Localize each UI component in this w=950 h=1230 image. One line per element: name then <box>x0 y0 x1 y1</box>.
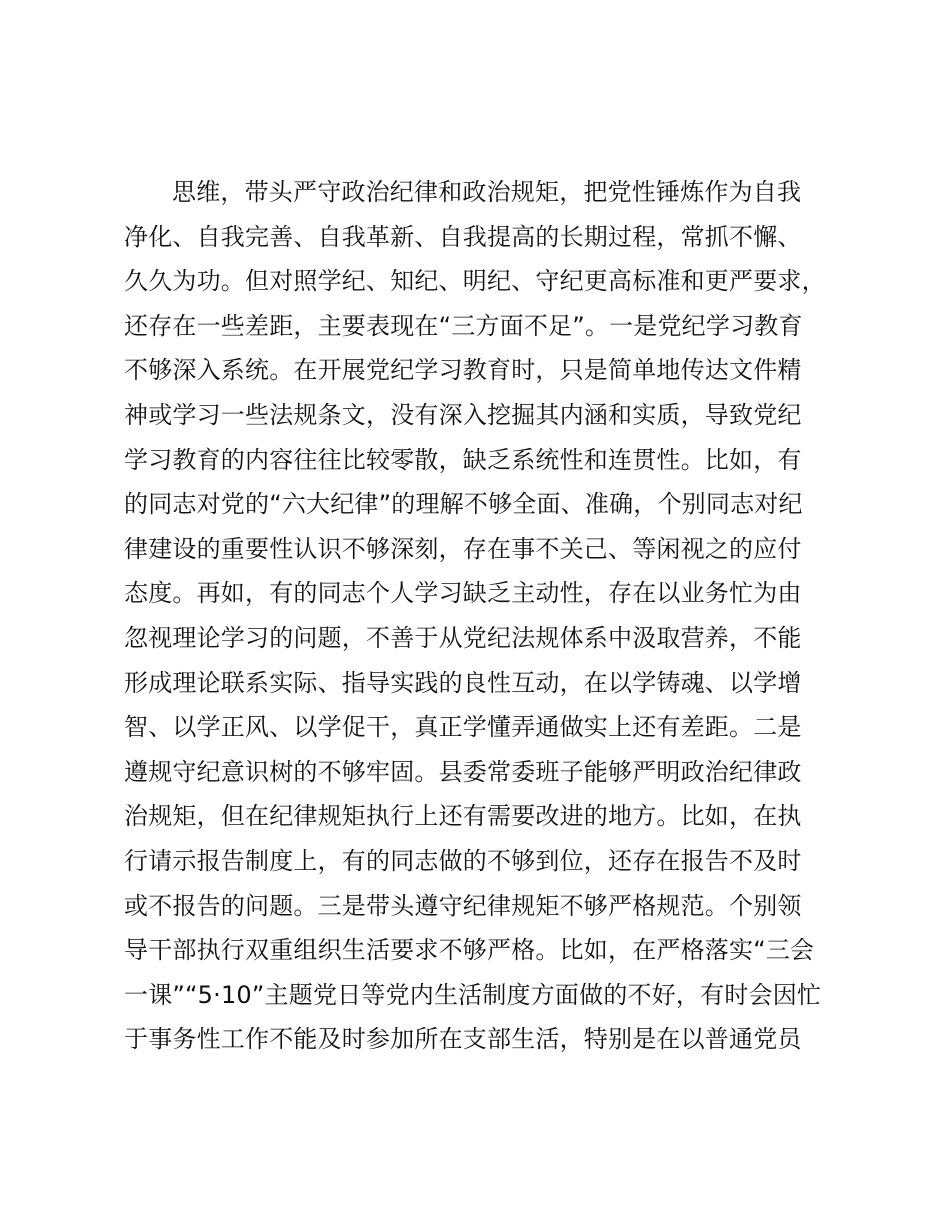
paragraph-line-20: 于事务性工作不能及时参加所在支部生活，特别是在以普通党员 <box>124 1025 802 1054</box>
paragraph-line-10: 态度。再如，有的同志个人学习缺乏主动性，存在以业务忙为由 <box>124 579 802 608</box>
paragraph-line-7: 学习教育的内容往往比较零散，缺乏系统性和连贯性。比如，有 <box>124 445 802 474</box>
paragraph-line-14: 遵规守纪意识树的不够牢固。县委常委班子能够严明政治纪律政 <box>124 757 802 786</box>
paragraph-line-2: 净化、自我完善、自我革新、自我提高的长期过程，常抓不懈、 <box>124 222 802 251</box>
paragraph-line-5: 不够深入系统。在开展党纪学习教育时，只是简单地传达文件精 <box>124 356 802 385</box>
paragraph-line-13: 智、以学正风、以学促干，真正学懂弄通做实上还有差距。二是 <box>124 713 802 742</box>
paragraph-line-8: 的同志对党的“六大纪律”的理解不够全面、准确，个别同志对纪 <box>124 490 803 519</box>
paragraph-line-12: 形成理论联系实际、指导实践的良性互动，在以学铸魂、以学增 <box>124 668 802 697</box>
paragraph-line-4: 还存在一些差距，主要表现在“三方面不足”。一是党纪学习教育 <box>124 311 803 340</box>
paragraph-line-18: 导干部执行双重组织生活要求不够严格。比如，在严格落实“三会 <box>124 936 815 965</box>
body-paragraph <box>124 170 864 1062</box>
paragraph-line-16: 行请示报告制度上，有的同志做的不够到位，还存在报告不及时 <box>124 846 802 875</box>
paragraph-line-6: 神或学习一些法规条文，没有深入挖掘其内涵和实质，导致党纪 <box>124 400 802 429</box>
paragraph-line-15: 治规矩，但在纪律规矩执行上还有需要改进的地方。比如，在执 <box>124 802 802 831</box>
paragraph-line-11: 忽视理论学习的问题，不善于从党纪法规体系中汲取营养，不能 <box>124 623 802 652</box>
paragraph-line-17: 或不报告的问题。三是带头遵守纪律规矩不够严格规范。个别领 <box>124 891 802 920</box>
paragraph-line-19: 一课”“5·10”主题党日等党内生活制度方面做的不好，有时会因忙 <box>124 980 822 1009</box>
paragraph-line-9: 律建设的重要性认识不够深刻，存在事不关己、等闲视之的应付 <box>124 534 802 563</box>
paragraph-line-3: 久久为功。但对照学纪、知纪、明纪、守纪更高标准和更严要求， <box>124 267 826 296</box>
paragraph-line-1: 思维，带头严守政治纪律和政治规矩，把党性锤炼作为自我 <box>172 178 802 206</box>
